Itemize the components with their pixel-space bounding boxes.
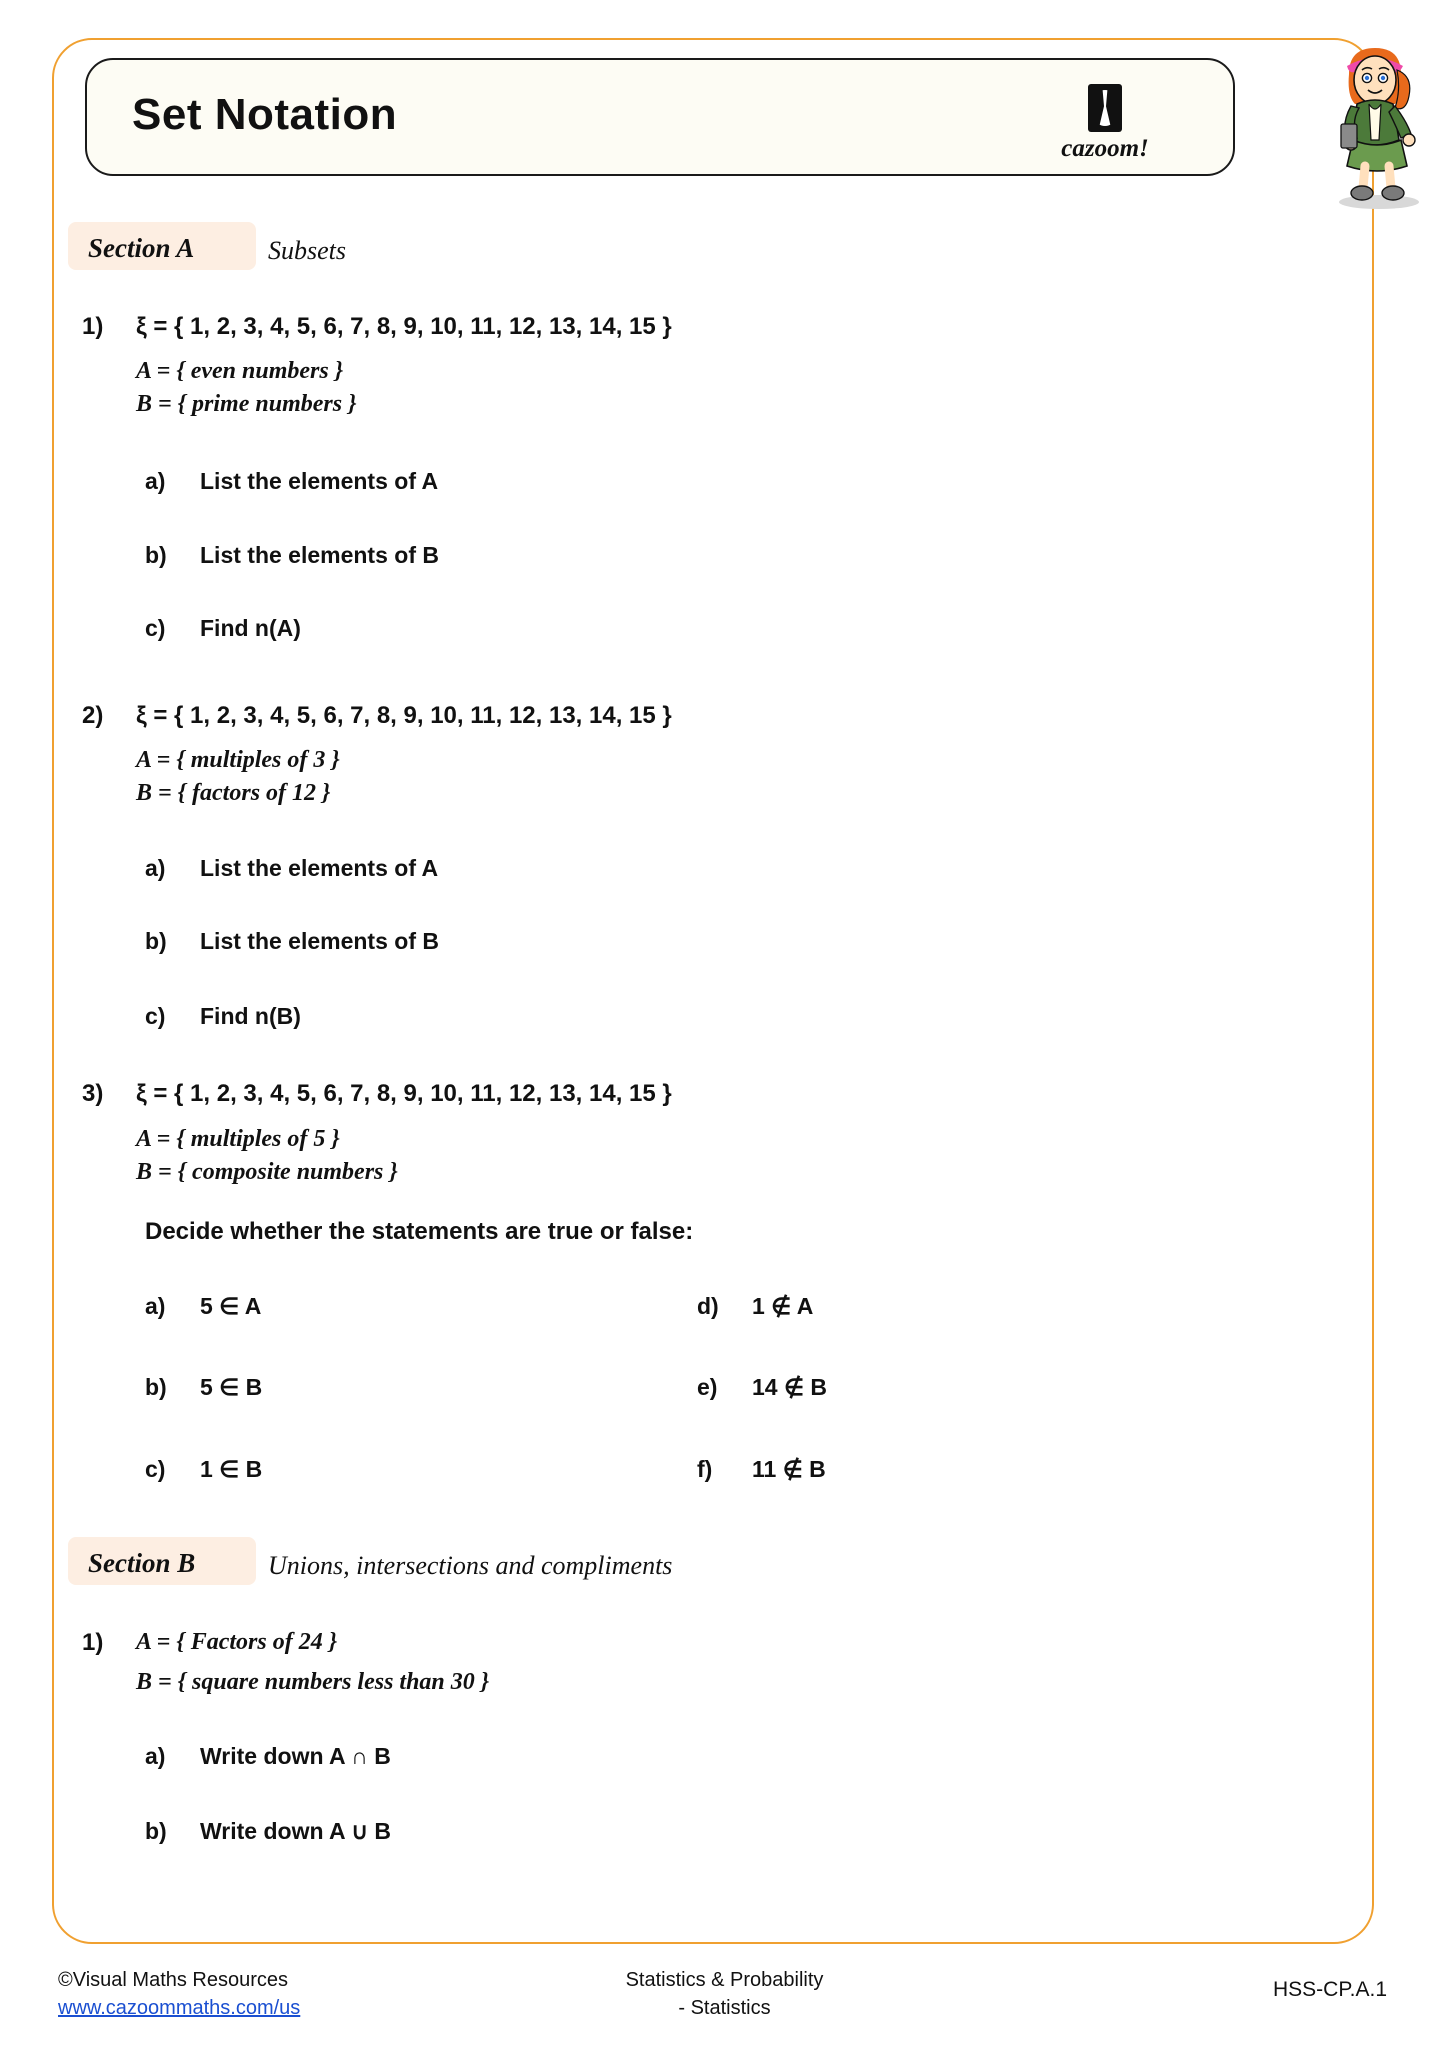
part-text: 5 ∈ B xyxy=(200,1374,263,1400)
website-link[interactable]: www.cazoommaths.com/us xyxy=(58,1997,301,2019)
part-text: 1 ∉ A xyxy=(752,1293,814,1319)
true-false-prompt: Decide whether the statements are true or false: xyxy=(145,1218,694,1245)
part-letter: a) xyxy=(145,1293,166,1319)
part-letter: d) xyxy=(697,1293,719,1319)
part-letter: b) xyxy=(145,928,167,954)
set-b-definition: B = { factors of 12 } xyxy=(136,780,331,806)
part-text: 5 ∈ A xyxy=(200,1293,262,1319)
part-letter: b) xyxy=(145,542,167,568)
set-a-definition: A = { multiples of 3 } xyxy=(136,747,340,773)
copyright-text: ©Visual Maths Resources xyxy=(58,1969,289,1991)
question-number: 1) xyxy=(82,313,104,340)
part-letter: c) xyxy=(145,615,166,641)
set-a-definition: A = { even numbers } xyxy=(136,358,344,384)
part-letter: b) xyxy=(145,1818,167,1844)
part-text: List the elements of B xyxy=(200,542,439,568)
set-a-definition: A = { Factors of 24 } xyxy=(136,1629,338,1655)
part-letter: c) xyxy=(145,1456,166,1482)
part-letter: f) xyxy=(697,1456,713,1482)
section-b-subtitle: Unions, intersections and compliments xyxy=(268,1551,673,1580)
universal-set-line: ξ = { 1, 2, 3, 4, 5, 6, 7, 8, 9, 10, 11, 12, 13, 14, 15 } xyxy=(136,702,672,729)
part-letter: b) xyxy=(145,1374,167,1400)
set-a-definition: A = { multiples of 5 } xyxy=(136,1126,340,1152)
part-text: 14 ∉ B xyxy=(752,1374,828,1400)
footer-standard-code: HSS-CP.A.1 xyxy=(1273,1978,1387,2001)
part-text: Find n(B) xyxy=(200,1003,301,1029)
section-a-label: Section A xyxy=(88,233,195,263)
part-letter: a) xyxy=(145,855,166,881)
question-number: 3) xyxy=(82,1080,104,1107)
part-text: List the elements of A xyxy=(200,468,439,494)
hourglass-logo-icon xyxy=(1088,84,1122,132)
mascot-illustration xyxy=(1321,40,1431,210)
part-letter: c) xyxy=(145,1003,166,1029)
set-b-definition: B = { composite numbers } xyxy=(136,1159,398,1185)
part-letter: a) xyxy=(145,1743,166,1769)
title-box xyxy=(85,58,1235,176)
set-b-definition: B = { square numbers less than 30 } xyxy=(136,1669,490,1695)
brand-name: cazoom! xyxy=(1061,135,1149,162)
page-title: Set Notation xyxy=(132,90,398,139)
part-text: 11 ∉ B xyxy=(752,1456,826,1482)
section-b-label: Section B xyxy=(88,1548,196,1578)
part-text: Write down A ∩ B xyxy=(200,1743,391,1769)
section-a-subtitle: Subsets xyxy=(268,236,346,265)
part-text: Write down A ∪ B xyxy=(200,1818,392,1844)
question-number: 1) xyxy=(82,1629,104,1656)
set-b-definition: B = { prime numbers } xyxy=(136,391,357,417)
part-text: 1 ∈ B xyxy=(200,1456,263,1482)
universal-set-line: ξ = { 1, 2, 3, 4, 5, 6, 7, 8, 9, 10, 11, 12, 13, 14, 15 } xyxy=(136,313,672,340)
footer-topic-line1: Statistics & Probability xyxy=(625,1969,824,1991)
part-text: List the elements of B xyxy=(200,928,439,954)
universal-set-line: ξ = { 1, 2, 3, 4, 5, 6, 7, 8, 9, 10, 11, 12, 13, 14, 15 } xyxy=(136,1080,672,1107)
footer-topic-line2: - Statistics xyxy=(678,1997,771,2019)
part-text: List the elements of A xyxy=(200,855,439,881)
question-number: 2) xyxy=(82,702,104,729)
footer-center xyxy=(0,1966,1449,2022)
part-letter: a) xyxy=(145,468,166,494)
part-letter: e) xyxy=(697,1374,718,1400)
brand-logo xyxy=(1025,80,1185,170)
part-text: Find n(A) xyxy=(200,615,301,641)
